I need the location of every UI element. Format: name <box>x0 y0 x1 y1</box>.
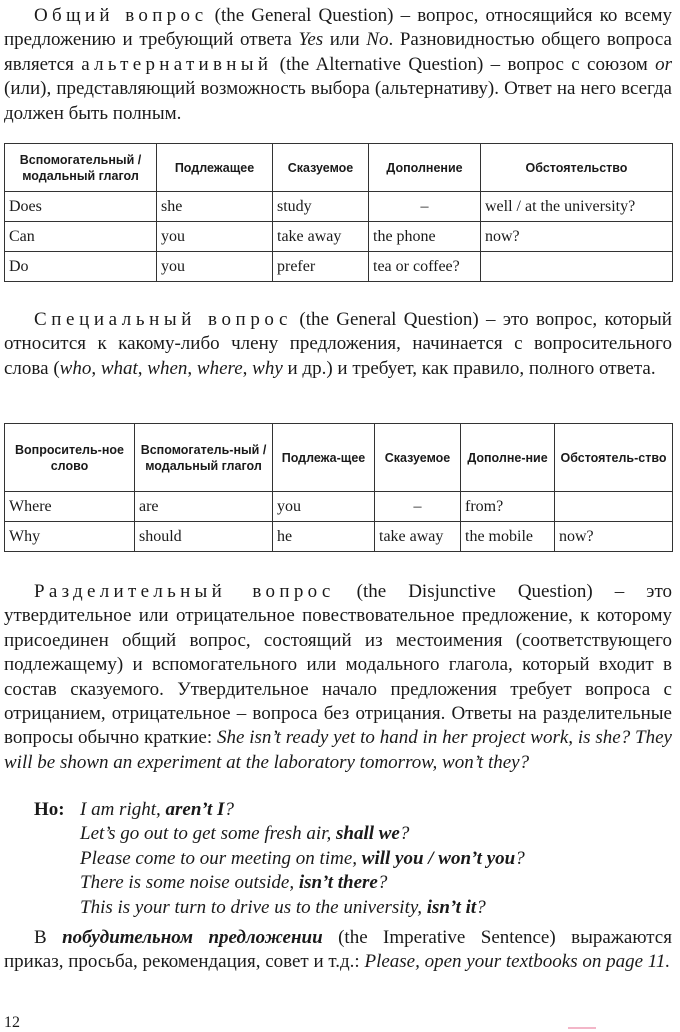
text: , <box>91 357 101 379</box>
table-row <box>5 252 673 282</box>
examples-label: Ho: <box>34 799 65 820</box>
text: и др.) и требует, как правило, полного ответа. <box>282 357 656 379</box>
table-cell: take away <box>273 222 369 252</box>
table-cell: she <box>157 192 273 222</box>
table-cell: – <box>375 492 461 522</box>
table-cell: he <box>273 522 375 552</box>
header-cell: Вспомогатель-ный / модальный глагол <box>135 424 273 492</box>
example-text: She isn’t ready yet to hand in her project work, is she? They will be shown an experiment at the laboratory tomorrow, won’t they? <box>4 727 672 773</box>
tag-question: shall we <box>335 823 400 845</box>
text: или <box>323 29 367 51</box>
table-cell: well / at the university? <box>481 192 673 222</box>
table-row <box>5 192 673 222</box>
paragraph-special-question <box>4 308 672 381</box>
table-cell: Where <box>5 492 135 522</box>
text: Please come to our meeting on time, <box>80 847 362 869</box>
example-sentence <box>80 798 234 822</box>
header-cell: Вопроситель-ное слово <box>5 424 135 492</box>
example-text: Please, open your textbooks on page 11. <box>364 951 671 973</box>
table-cell: the mobile <box>461 522 555 552</box>
decorative-mark <box>568 1027 596 1029</box>
list-item <box>4 847 672 871</box>
text: (the General Question) – вопрос, относящийся ко всему предложению и требующий ответа <box>4 5 672 51</box>
word-no: No <box>366 29 389 51</box>
term-general-question: Общий вопрос <box>34 5 208 26</box>
paragraph-general-question <box>4 4 672 126</box>
table-cell: take away <box>375 522 461 552</box>
text: Let’s go out to get some fresh air, <box>80 823 336 845</box>
list-item <box>4 798 672 822</box>
table-general-question <box>4 143 673 282</box>
paragraph-disjunctive-question <box>4 580 672 775</box>
text: ? <box>399 823 410 845</box>
table-cell: should <box>135 522 273 552</box>
table-row <box>5 222 673 252</box>
term-disjunctive-question: Разделительный вопрос <box>34 581 335 602</box>
text: , <box>137 357 148 379</box>
text: , <box>242 357 253 379</box>
table-special-question <box>4 423 673 552</box>
table-cell: you <box>157 222 273 252</box>
table-cell <box>555 492 673 522</box>
text: (the General Question) – это вопрос, который относится к какому-либо члену предложения, начинается с вопросительного слова ( <box>4 309 672 379</box>
header-cell: Обстоятельство <box>481 144 673 192</box>
example-sentence <box>80 847 525 871</box>
text: (the Disjunctive Question) – это утвердительное или отрицательное повествовательное предложение, к которому присоединен общий вопрос, состоящий из местоимения (соответствующего подлежащему) и вспомогательного или модального глагола, который входит в состав сказуемого. Утвердительное начало предложения требует вопроса с отрицанием, отрицательное – вопроса без отрицания. Ответы на разделительные вопросы обычно краткие: <box>4 581 672 749</box>
text: ? <box>377 872 388 894</box>
table-cell: now? <box>481 222 673 252</box>
table-header-row <box>5 144 673 192</box>
text: . Разновидностью общего вопроса является <box>4 29 672 75</box>
table-cell: now? <box>555 522 673 552</box>
text: (the Imperative Sentence) выражаются приказ, просьба, рекомендация, совет и т.д.: <box>4 927 672 973</box>
header-cell: Дополнение <box>369 144 481 192</box>
header-cell: Подлежащее <box>157 144 273 192</box>
table-cell: Do <box>5 252 157 282</box>
examples-list <box>4 798 672 920</box>
table-cell: you <box>273 492 375 522</box>
text: , <box>187 357 197 379</box>
word-where: where <box>196 357 243 379</box>
list-item <box>4 822 672 846</box>
table-cell: prefer <box>273 252 369 282</box>
word-who: who <box>59 357 92 379</box>
text: ? <box>476 896 486 918</box>
table-cell: Does <box>5 192 157 222</box>
header-cell: Подлежа-щее <box>273 424 375 492</box>
header-cell: Обстоятель-ство <box>555 424 673 492</box>
tag-question: aren’t I <box>165 799 225 820</box>
table-cell: the phone <box>369 222 481 252</box>
text: There is some noise outside, <box>80 872 299 894</box>
text: В <box>34 927 63 948</box>
term-alternative: альтернативный <box>81 53 273 75</box>
example-sentence <box>80 871 387 895</box>
tag-question: isn’t it <box>426 896 477 918</box>
text: ? <box>515 847 525 869</box>
table-cell: are <box>135 492 273 522</box>
table-header-row <box>5 424 673 492</box>
word-what: what <box>100 357 138 379</box>
header-cell: Сказуемое <box>375 424 461 492</box>
word-when: when <box>147 357 188 379</box>
table-cell: from? <box>461 492 555 522</box>
table-cell: Can <box>5 222 157 252</box>
word-why: why <box>252 357 283 379</box>
table-cell: study <box>273 192 369 222</box>
text: (the Alternative Question) – вопрос с союзом <box>272 53 656 75</box>
list-item <box>4 896 672 920</box>
text: This is your turn to drive us to the university, <box>80 896 427 918</box>
word-yes: Yes <box>298 29 324 51</box>
word-or: or <box>655 53 672 75</box>
tag-question: isn’t there <box>298 872 378 894</box>
table-row <box>5 522 673 552</box>
table-cell <box>481 252 673 282</box>
term-special-question: Специальный вопрос <box>34 309 293 330</box>
table-cell: – <box>369 192 481 222</box>
text: I am right, <box>80 799 166 820</box>
example-sentence <box>80 896 486 920</box>
table-cell: you <box>157 252 273 282</box>
header-cell: Дополне-ние <box>461 424 555 492</box>
header-cell: Вспомогательный / модальный глагол <box>5 144 157 192</box>
table-row <box>5 492 673 522</box>
header-cell: Сказуемое <box>273 144 369 192</box>
tag-question: will you / won’t you <box>361 847 516 869</box>
text: ? <box>224 799 234 820</box>
paragraph-imperative <box>4 926 672 975</box>
term-imperative: побудительном предложении <box>62 927 323 948</box>
text: (или), представляющий возможность выбора (альтернативу). Ответ на него всегда должен быть полным. <box>4 78 672 124</box>
list-item <box>4 871 672 895</box>
table-cell: Why <box>5 522 135 552</box>
table-cell: tea or coffee? <box>369 252 481 282</box>
page-number: 12 <box>4 1014 20 1031</box>
example-sentence <box>80 822 409 846</box>
